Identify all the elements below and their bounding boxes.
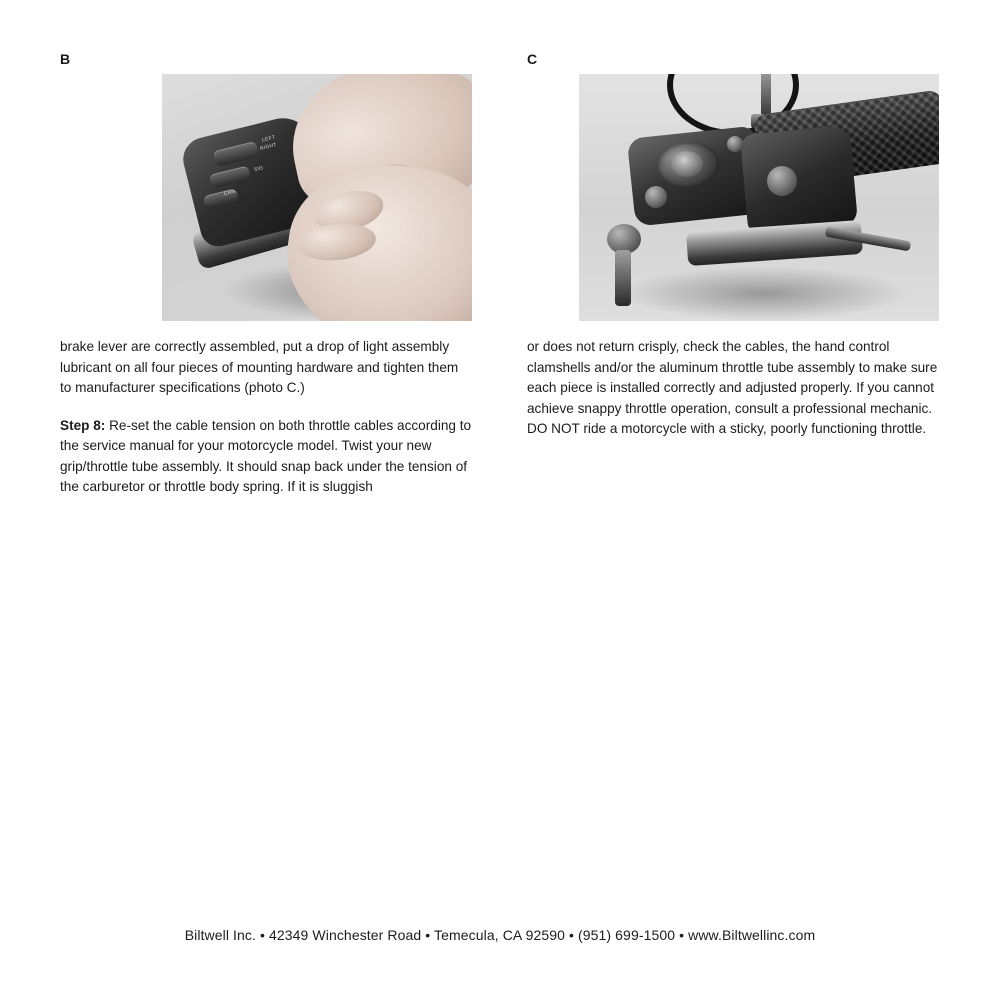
reservoir-cap-center-icon xyxy=(671,151,703,177)
two-column-layout xyxy=(60,52,940,511)
paragraph-continuation-right: or does not return crisply, check the cables, the hand control clamshells and/or the aluminum throttle tube assembly to make sure each piece is installed correctly and adjusted properly. If you cannot achieve snappy throttle operation, consult a professional mechanic. DO NOT ride a motorcycle with a sticky, poorly functioning throttle. xyxy=(527,339,938,436)
paragraph-continuation: brake lever are correctly assembled, put a drop of light assembly lubricant on all four pieces of mounting hardware and tighten them to manufacturer specifications (photo C.) xyxy=(60,339,459,395)
bolt-icon xyxy=(645,186,667,208)
figure-label-b: B xyxy=(60,51,71,67)
switch-label-left: LEFT xyxy=(261,134,276,144)
switch-label-sig: SIG xyxy=(253,164,265,174)
clamp-bolt-icon xyxy=(767,166,797,196)
photo-b-frame xyxy=(162,74,472,321)
step-8-label: Step 8: xyxy=(60,417,106,433)
figure-photo-c xyxy=(527,74,939,321)
photo-c-shadow xyxy=(619,266,909,321)
paragraph-step-8 xyxy=(60,416,472,498)
column-left xyxy=(60,52,472,511)
throttle-clamshell-icon xyxy=(740,125,858,234)
figure-label-c: C xyxy=(527,51,538,67)
handlebar-icon xyxy=(686,220,863,266)
switch-label-right: RIGHT xyxy=(259,142,278,152)
step-8-text: Re-set the cable tension on both throttle cables according to the service manual for your motorcycle model. Twist your new grip/throttle tube assembly. It should snap back under the tension of the carburetor or throttle body spring. If it is sluggish xyxy=(60,417,472,494)
figure-photo-b xyxy=(60,74,472,321)
column-right xyxy=(527,52,939,511)
riser-stud-icon xyxy=(615,250,631,306)
switch-label-can: CAN xyxy=(223,188,237,198)
photo-c-frame xyxy=(579,74,939,321)
footer-contact-line: Biltwell Inc. • 42349 Winchester Road • Temecula, CA 92590 • (951) 699-1500 • www.Biltwellinc.com xyxy=(184,927,816,943)
